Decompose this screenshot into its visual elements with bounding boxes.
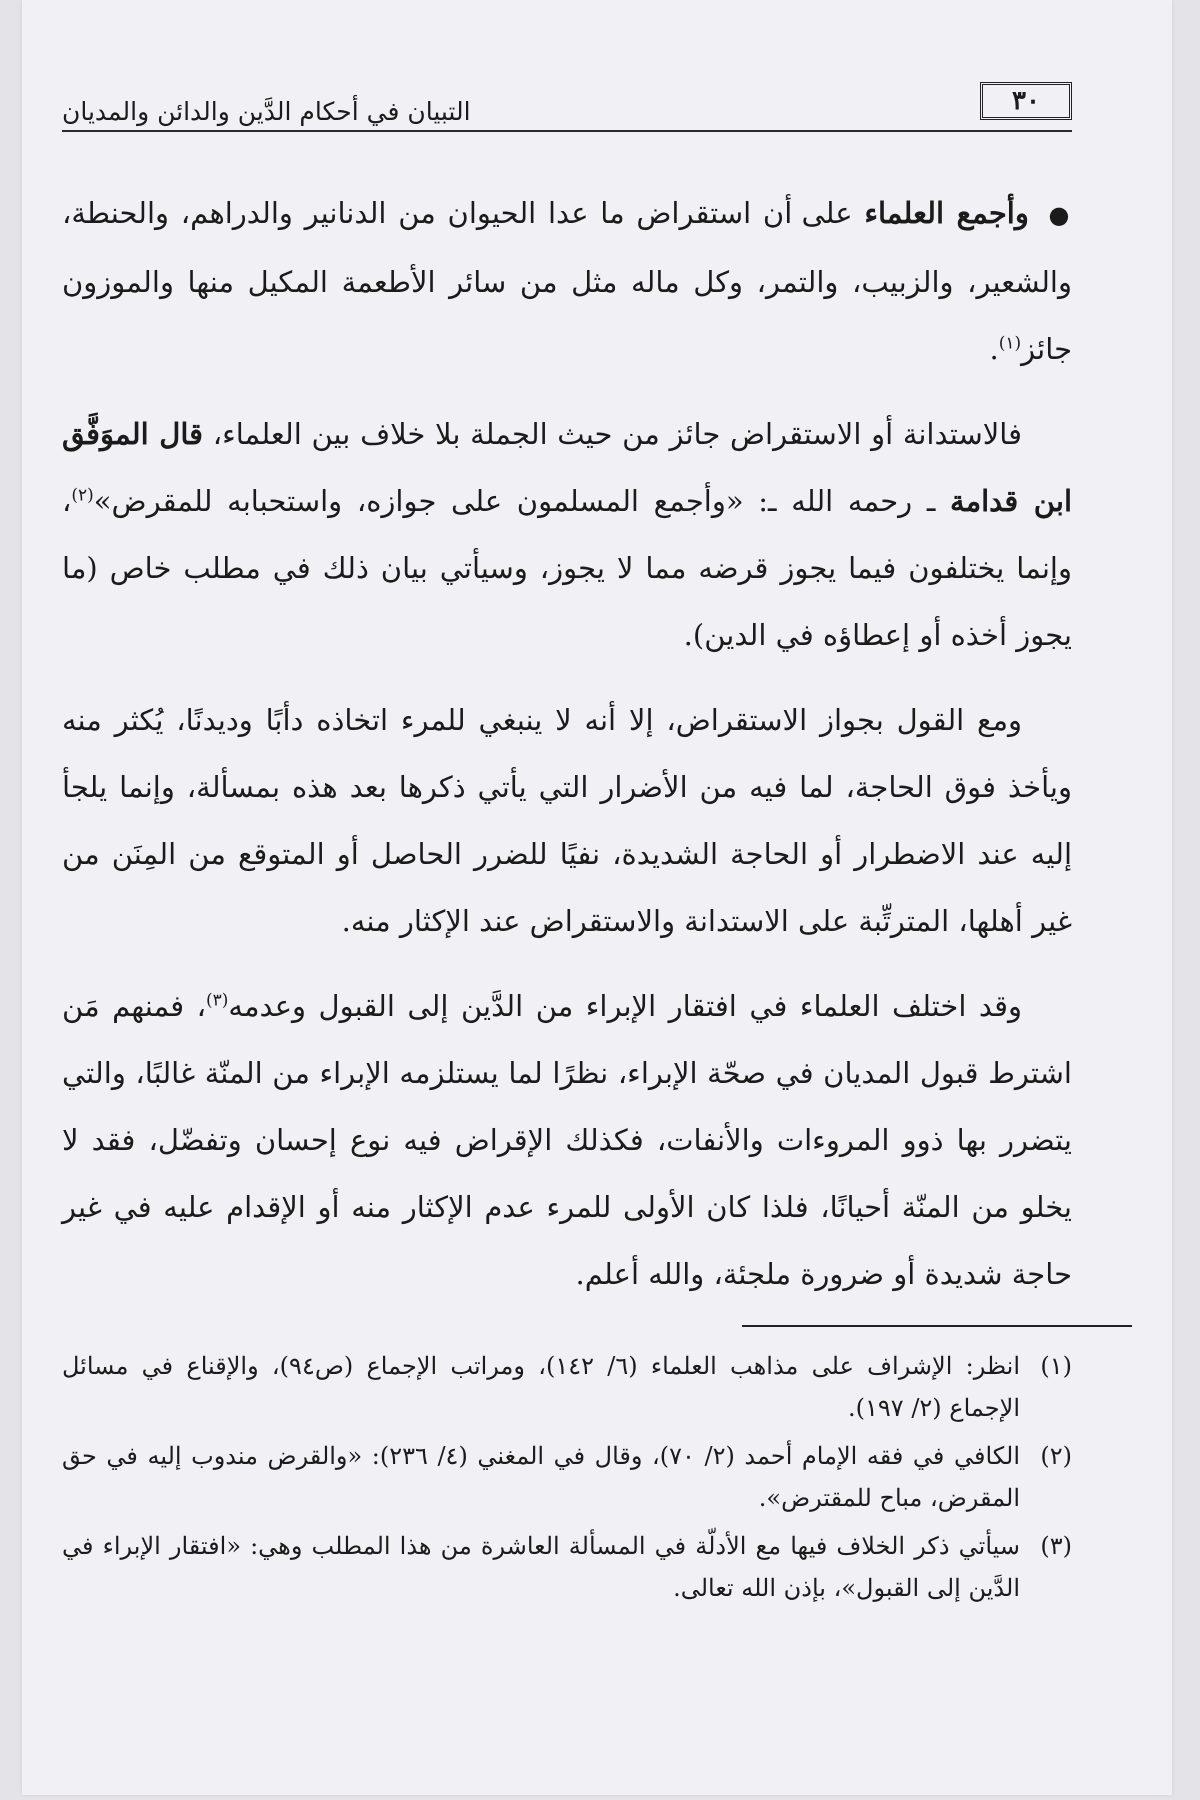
- main-text: [62, 180, 1072, 1326]
- header-title: التبيان في أحكام الدَّين والدائن والمديان: [62, 97, 471, 126]
- footnote-divider: [742, 1325, 1132, 1327]
- footnote-number: (١): [1040, 1352, 1072, 1380]
- paragraph-2-text-a: فالاستدانة أو الاستقراض جائز من حيث الجملة بلا خلاف بين العلماء،: [212, 417, 1023, 451]
- footnote-number: (٣): [1040, 1532, 1072, 1560]
- paragraph-1: ● وأجمع العلماء على أن استقراض ما عدا الحيوان من الدنانير والدراهم، والحنطة، والشعير، والزبيب، والتمر، وكل ماله مثل من سائر الأطعمة المكيل منها والموزون جائز$^{(١)}$.: [62, 196, 1072, 366]
- paragraph-4: [62, 973, 1072, 1308]
- paragraph-4-text-a: وقد اختلف العلماء في افتقار الإبراء من الدَّين إلى القبول وعدمه: [228, 989, 1022, 1023]
- footnote-text: انظر: الإشراف على مذاهب العلماء (٦/ ١٤٢)، ومراتب الإجماع (ص٩٤)، والإقناع في مسائل الإجماع (٢/ ١٩٧).: [62, 1352, 1021, 1422]
- footnote-number: (٢): [1040, 1442, 1072, 1470]
- paragraph-2-text-c: ، وإنما يختلفون فيما يجوز قرضه مما لا يجوز، وسيأتي بيان ذلك في مطلب خاص (ما يجوز أخذه أو إعطاؤه في الدين).: [62, 484, 1072, 652]
- footnote-text: الكافي في فقه الإمام أحمد (٢/ ٧٠)، وقال في المغني (٤/ ٢٣٦): «والقرض مندوب إليه في حق المقرض، مباح للمقترض».: [62, 1442, 1020, 1512]
- paragraph-1-lead: وأجمع العلماء: [864, 196, 1029, 230]
- footnote-ref-1[interactable]: (١): [998, 333, 1022, 354]
- footnote-ref-3[interactable]: (٣): [206, 990, 229, 1011]
- paragraph-1-text: على أن استقراض ما عدا الحيوان من الدنانير والدراهم، والحنطة، والشعير، والزبيب، والتمر، وكل ماله مثل من سائر الأطعمة المكيل منها والموزون جائز: [62, 196, 1072, 366]
- paragraph-3: ومع القول بجواز الاستقراض، إلا أنه لا ينبغي للمرء اتخاذه دأبًا وديدنًا، يُكثر منه ويأخذ فوق الحاجة، لما فيه من الأضرار التي يأتي ذكرها بعد هذه بمسألة، وإنما يلجأ إليه عند الاضطرار أو الحاجة الشديدة، نفيًا للضرر الحاصل أو المتوقع من المِنَن من غير أهلها، المترتِّبة على الاستدانة والاستقراض عند الإكثار منه.: [62, 703, 1072, 938]
- paragraph-4-text-b: ، فمنهم مَن اشترط قبول المديان في صحّة الإبراء، نظرًا لما يستلزمه الإبراء من المنّة غالبًا، والتي يتضرر بها ذوو المروءات والأنفات، فكذلك الإقراض فيه نوع إحسان وتفضّل، فقد لا يخلو من المنّة أحيانًا، فلذا كان الأولى للمرء عدم الإكثار منه أو الإقدام عليه في غير حاجة شديدة أو ضرورة ملجئة، والله أعلم.: [62, 989, 1072, 1291]
- paragraph-2-citation: قال الموَفَّق ابن قدامة: [62, 417, 1073, 518]
- footnote-ref-2[interactable]: (٢): [71, 485, 94, 506]
- footnote-text: سيأتي ذكر الخلاف فيها مع الأدلّة في المسألة العاشرة من هذا المطلب وهي: «افتقار الإبراء في الدَّين إلى القبول»، بإذن الله تعالى.: [62, 1532, 1020, 1602]
- footnote-1: [62, 1345, 1072, 1429]
- running-header: [62, 82, 1072, 132]
- paragraph-2: [62, 401, 1072, 669]
- bullet-icon: ●: [1048, 201, 1072, 229]
- footnotes: [62, 1345, 1072, 1615]
- book-page: [22, 0, 1172, 1795]
- footnote-3: [62, 1525, 1072, 1609]
- page-number: ٣٠: [980, 82, 1072, 120]
- footnote-2: [62, 1435, 1072, 1519]
- paragraph-2-text-b: ـ رحمه الله ـ: «وأجمع المسلمون على جوازه، واستحبابه للمقرض»: [93, 484, 936, 518]
